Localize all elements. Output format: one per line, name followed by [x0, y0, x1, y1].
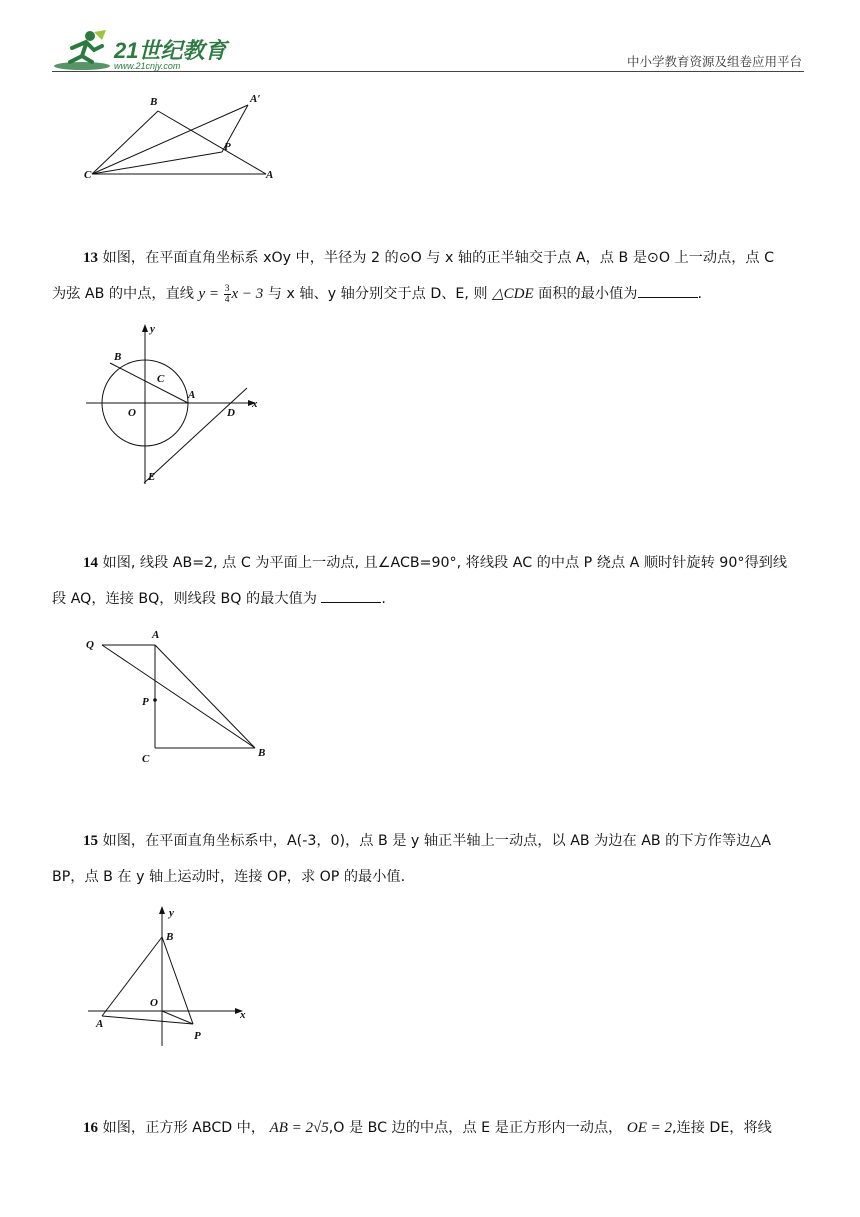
label-B: B	[258, 747, 266, 759]
question-text: 如图，在平面直角坐标系中，A(-3，0)，点 B 是 y 轴正半轴上一动点，以 AB 为边在 AB 的下方作等边△A	[102, 833, 771, 849]
label-O: O	[150, 997, 158, 1009]
question-text: 如图，在平面直角坐标系 xOy 中，半径为 2 的⊙O 与 x 轴的正半轴交于点 A，点 B 是⊙O 上一动点，点 C	[102, 250, 775, 266]
label-P: P	[194, 1030, 201, 1042]
label-B: B	[114, 351, 122, 363]
period: .	[697, 286, 703, 302]
question-text: 与 x 轴、y 轴分别交于点 D、E, 则	[267, 286, 493, 302]
question-number: 14	[83, 555, 98, 571]
label-A: A	[152, 629, 160, 641]
question-text: 段 AQ，连接 BQ，则线段 BQ 的最大值为	[52, 591, 322, 607]
platform-name: 中小学教育资源及组卷应用平台	[626, 54, 802, 69]
answer-blank	[321, 590, 381, 603]
label-A: A	[266, 169, 274, 181]
logo-text: 21世纪教育	[114, 38, 227, 63]
label-B: B	[150, 96, 158, 108]
question-number: 13	[83, 250, 98, 266]
question-text: BP，点 B 在 y 轴上运动时，连接 OP，求 OP 的最小值.	[52, 869, 406, 885]
question-16	[52, 1110, 812, 1146]
question-number: 15	[83, 833, 98, 849]
question-text: ,连接 DE，将线	[672, 1120, 772, 1136]
question-text: 面积的最小值为	[533, 286, 638, 302]
equation-rhs: x − 3	[231, 286, 264, 302]
site-logo	[52, 28, 232, 72]
label-Q: Q	[86, 639, 94, 651]
label-P: P	[224, 141, 231, 153]
logo-url: www.21cnjy.com	[114, 61, 181, 71]
figure-q13	[80, 318, 280, 488]
fraction	[224, 284, 231, 305]
question-text: 如图，正方形 ABCD 中，	[102, 1120, 266, 1136]
answer-blank	[638, 285, 698, 298]
label-D: D	[227, 407, 235, 419]
label-x: x	[252, 398, 258, 410]
label-x: x	[240, 1009, 246, 1021]
label-A: A	[96, 1018, 104, 1030]
question-number: 16	[83, 1120, 98, 1136]
period: .	[381, 591, 386, 607]
fraction-denominator: 4	[224, 294, 230, 305]
label-y: y	[150, 323, 155, 335]
label-C: C	[84, 169, 92, 181]
runner-logo-icon	[52, 28, 112, 72]
label-E: E	[148, 471, 156, 483]
label-A-prime: A′	[250, 93, 261, 105]
label-y: y	[169, 907, 174, 919]
equation-oe: OE = 2	[626, 1120, 672, 1136]
label-B: B	[166, 931, 174, 943]
header-divider	[52, 71, 804, 72]
equation-lhs: y =	[198, 286, 223, 302]
question-text: ,O 是 BC 边的中点，点 E 是正方形内一动点，	[328, 1120, 623, 1136]
label-P: P	[142, 696, 149, 708]
label-A: A	[188, 389, 196, 401]
label-C: C	[142, 753, 150, 765]
figure-q14	[80, 628, 280, 768]
fraction-numerator: 3	[224, 283, 230, 294]
question-text: 如图, 线段 AB=2, 点 C 为平面上一动点, 且∠ACB=90°, 将线段 AC 的中点 P 绕点 A 顺时针旋转 90°得到线	[102, 555, 788, 571]
figure-q12	[80, 90, 300, 190]
question-15	[52, 823, 812, 895]
triangle-cde: △CDE	[492, 286, 534, 302]
question-14	[52, 545, 812, 617]
label-C: C	[157, 373, 165, 385]
question-13	[52, 240, 812, 312]
equation-ab: AB = 2√5	[269, 1120, 329, 1136]
question-text: 为弦 AB 的中点，直线	[52, 286, 199, 302]
figure-q15	[80, 900, 280, 1050]
page-header	[52, 28, 804, 74]
label-O: O	[128, 407, 136, 419]
